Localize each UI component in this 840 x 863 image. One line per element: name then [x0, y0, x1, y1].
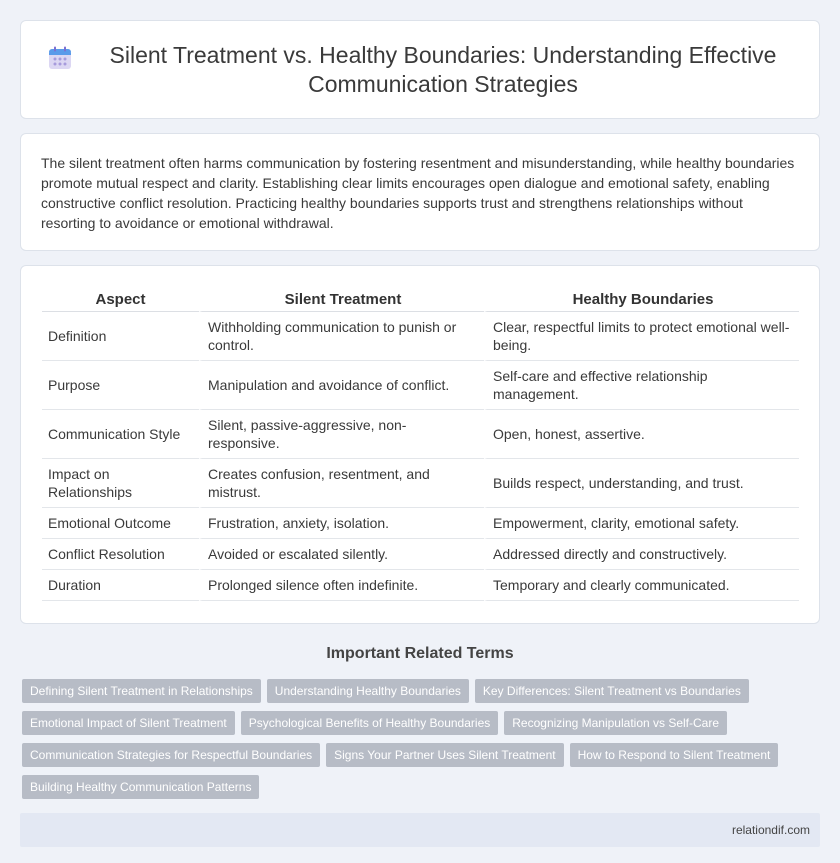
column-header-silent-treatment: Silent Treatment: [199, 284, 484, 312]
related-terms-list: [22, 679, 802, 799]
header-card: [20, 20, 820, 119]
comparison-card: [20, 265, 820, 624]
intro-card: [20, 133, 820, 251]
related-term-tag[interactable]: How to Respond to Silent Treatment: [570, 743, 779, 767]
related-term-tag[interactable]: Emotional Impact of Silent Treatment: [22, 711, 235, 735]
aspect-cell: Purpose: [42, 361, 199, 410]
silent-treatment-cell: Avoided or escalated silently.: [199, 539, 484, 570]
footer-site-link[interactable]: relationdif.com: [731, 823, 810, 837]
aspect-cell: Duration: [42, 570, 199, 601]
aspect-cell: Emotional Outcome: [42, 508, 199, 539]
footer-bar: [20, 813, 820, 847]
column-header-aspect: Aspect: [42, 284, 199, 312]
page-title: Silent Treatment vs. Healthy Boundaries: Understanding Effective Communication Strategies: [109, 41, 777, 97]
aspect-cell: Communication Style: [42, 410, 199, 459]
silent-treatment-cell: Manipulation and avoidance of conflict.: [199, 361, 484, 410]
healthy-boundaries-cell: Empowerment, clarity, emotional safety.: [484, 508, 799, 539]
silent-treatment-cell: Frustration, anxiety, isolation.: [199, 508, 484, 539]
column-header-healthy-boundaries: Healthy Boundaries: [484, 284, 799, 312]
table-row: [42, 459, 799, 508]
healthy-boundaries-cell: Addressed directly and constructively.: [484, 539, 799, 570]
related-terms-heading: Important Related Terms: [326, 645, 514, 662]
healthy-boundaries-cell: Builds respect, understanding, and trust.: [484, 459, 799, 508]
related-term-tag[interactable]: Key Differences: Silent Treatment vs Boundaries: [475, 679, 749, 703]
silent-treatment-cell: Silent, passive-aggressive, non-responsive.: [199, 410, 484, 459]
table-row: [42, 570, 799, 601]
aspect-cell: Definition: [42, 312, 199, 361]
header-inner: [47, 41, 793, 99]
table-row: [42, 410, 799, 459]
comparison-table: [42, 284, 799, 601]
intro-paragraph: The silent treatment often harms communication by fostering resentment and misunderstanding, while healthy boundaries promote mutual respect and clarity. Establishing clear limits encourages open dialogue and emotional safety, enabling constructive conflict resolution. Practicing healthy boundaries supports trust and strengthens relationships without resorting to avoidance or emotional withdrawal.: [41, 155, 795, 231]
healthy-boundaries-cell: Open, honest, assertive.: [484, 410, 799, 459]
related-term-tag[interactable]: Building Healthy Communication Patterns: [22, 775, 259, 799]
table-row: [42, 508, 799, 539]
aspect-cell: Conflict Resolution: [42, 539, 199, 570]
healthy-boundaries-cell: Self-care and effective relationship management.: [484, 361, 799, 410]
related-term-tag[interactable]: Recognizing Manipulation vs Self-Care: [504, 711, 727, 735]
silent-treatment-cell: Creates confusion, resentment, and mistrust.: [199, 459, 484, 508]
calendar-icon: [47, 45, 73, 71]
silent-treatment-cell: Withholding communication to punish or control.: [199, 312, 484, 361]
aspect-cell: Impact on Relationships: [42, 459, 199, 508]
table-row: [42, 539, 799, 570]
healthy-boundaries-cell: Clear, respectful limits to protect emotional well-being.: [484, 312, 799, 361]
related-term-tag[interactable]: Psychological Benefits of Healthy Boundaries: [241, 711, 498, 735]
related-term-tag[interactable]: Signs Your Partner Uses Silent Treatment: [326, 743, 563, 767]
related-term-tag[interactable]: Defining Silent Treatment in Relationships: [22, 679, 261, 703]
related-term-tag[interactable]: Understanding Healthy Boundaries: [267, 679, 469, 703]
table-header-row: [42, 284, 799, 312]
table-row: [42, 312, 799, 361]
related-term-tag[interactable]: Communication Strategies for Respectful Boundaries: [22, 743, 320, 767]
table-row: [42, 361, 799, 410]
healthy-boundaries-cell: Temporary and clearly communicated.: [484, 570, 799, 601]
silent-treatment-cell: Prolonged silence often indefinite.: [199, 570, 484, 601]
